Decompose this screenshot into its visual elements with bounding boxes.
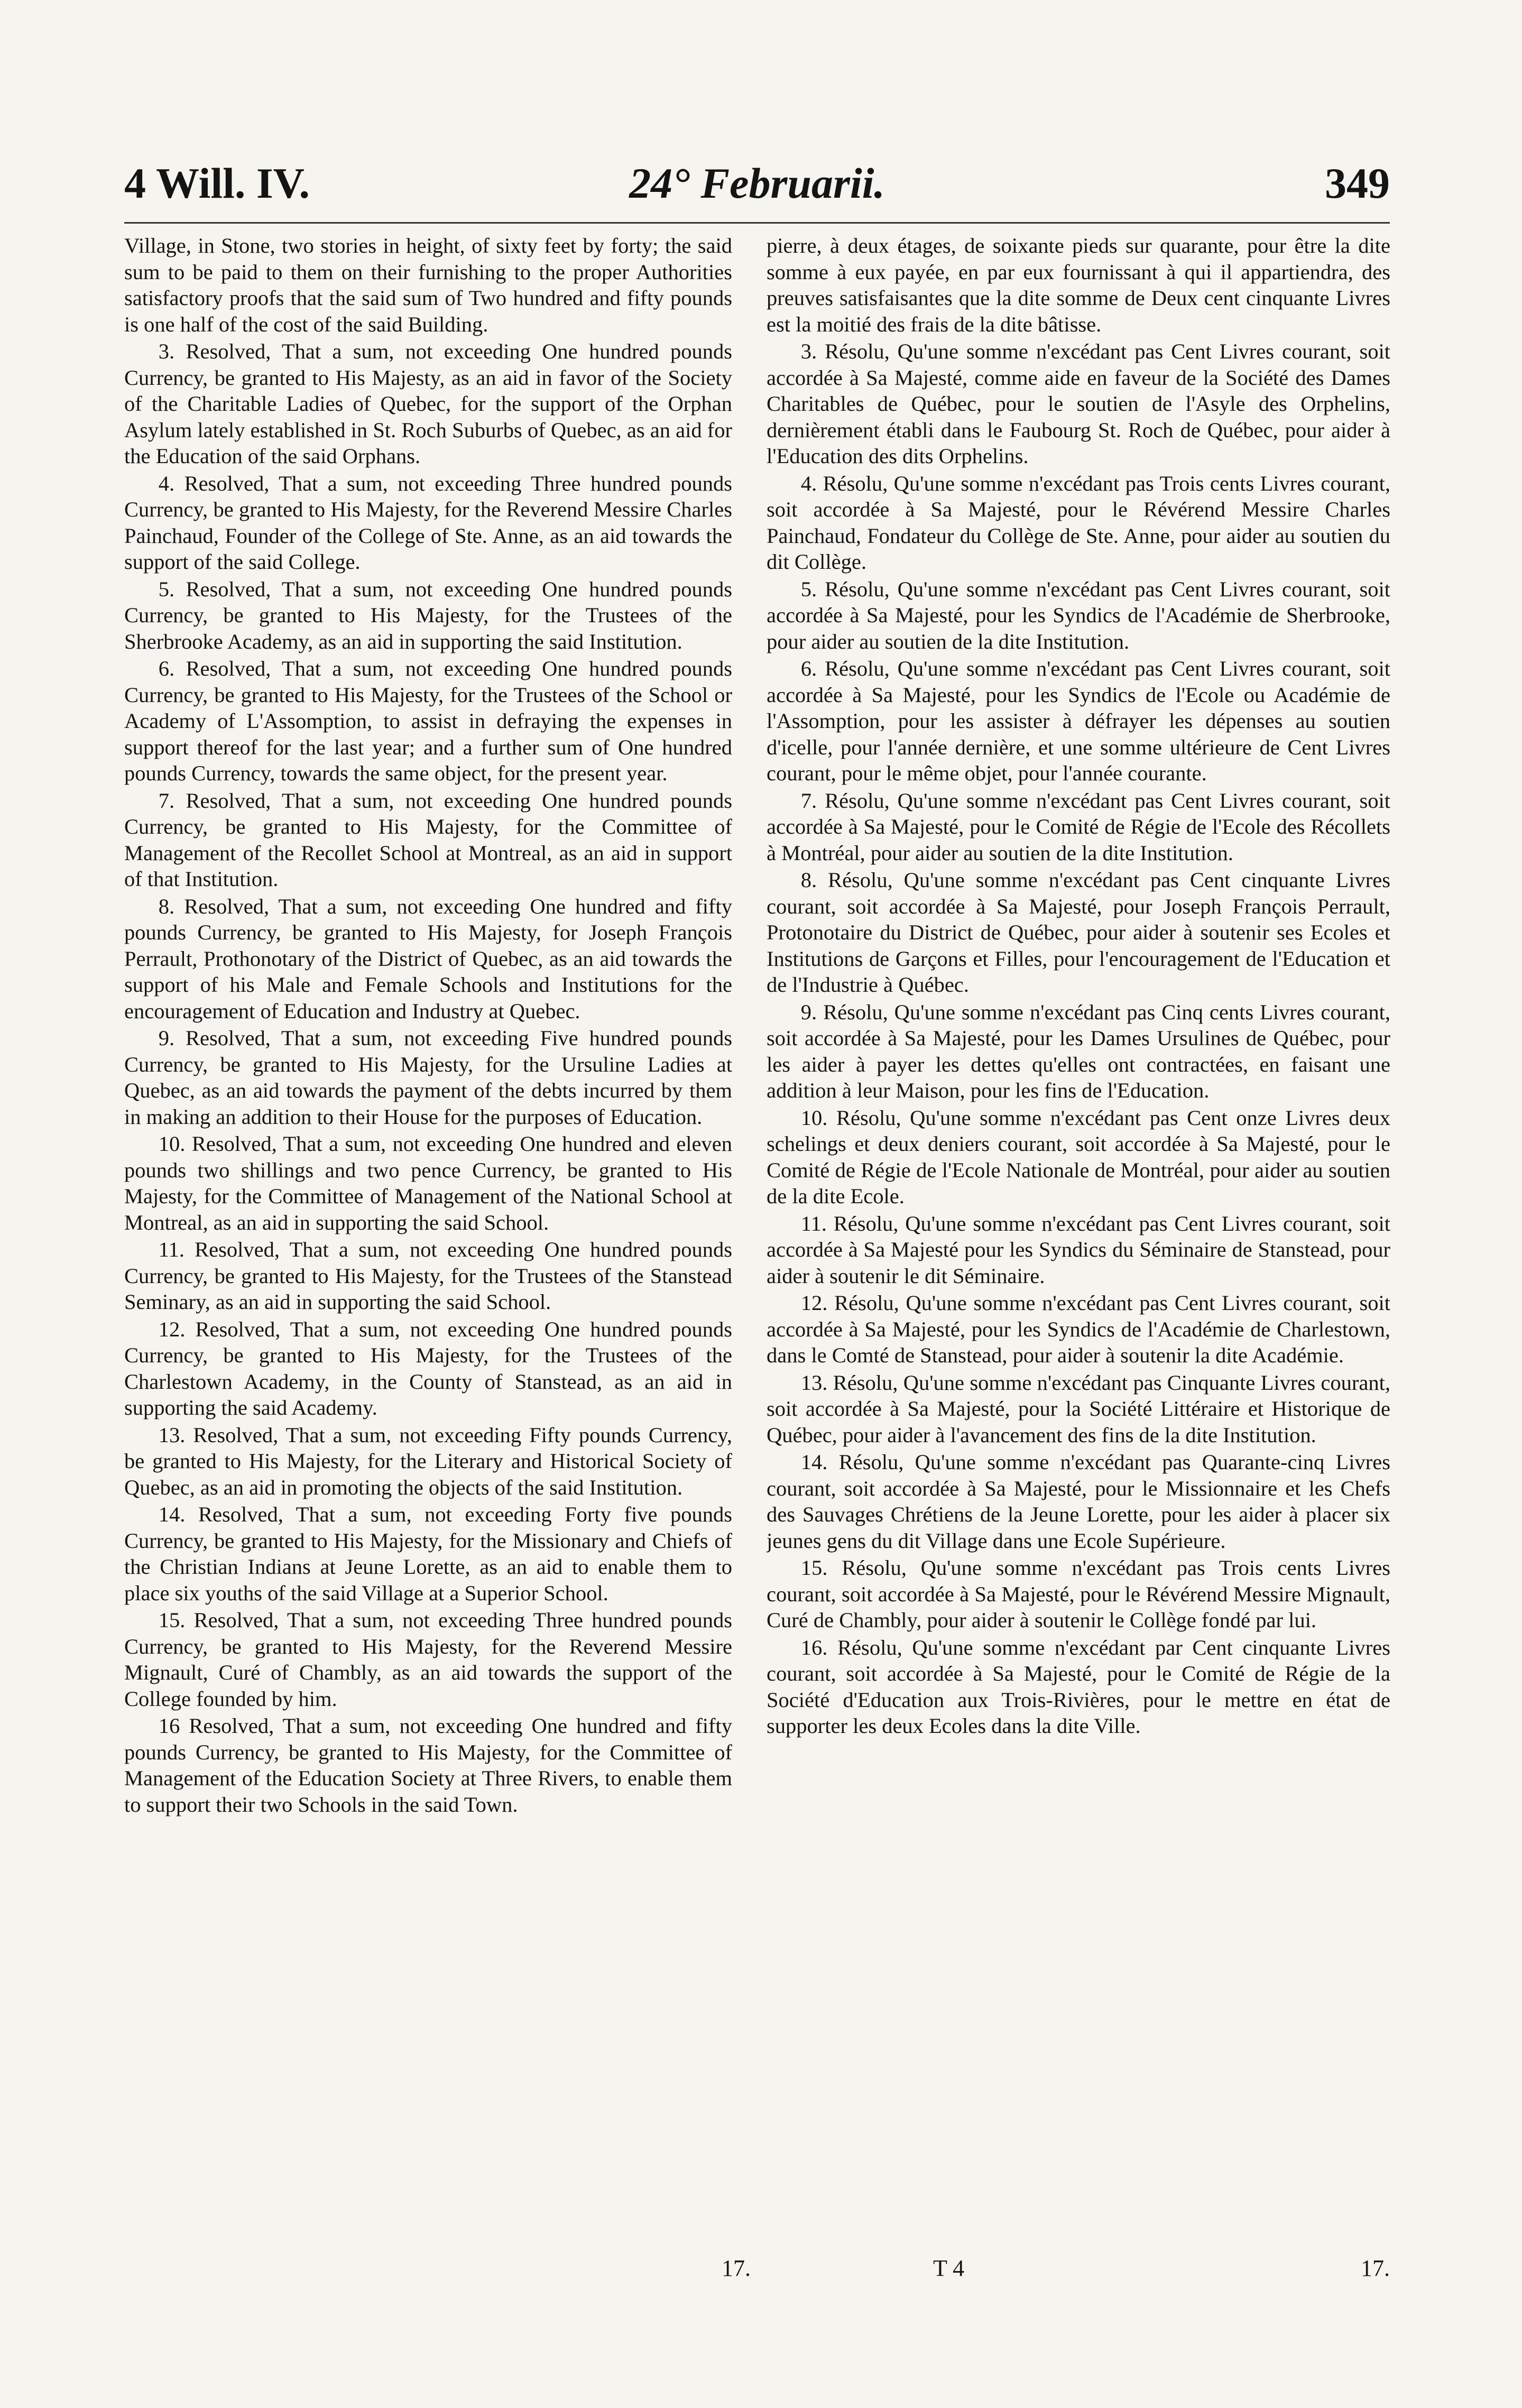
english-resolution: 11. Resolved, That a sum, not exceeding One hundred pounds Currency, be granted to His Majesty, for the Trustees of the Stanstead Seminary, as an aid in supporting the said School. [124,1238,732,1314]
english-column [124,233,732,2220]
english-resolution: 7. Resolved, That a sum, not exceeding One hundred pounds Currency, be granted to His Majesty, for the Committee of Management of the Recollet School at Montreal, as an aid in support of that Institution. [124,788,732,891]
french-resolution: 12. Résolu, Qu'une somme n'excédant pas Cent Livres courant, soit accordée à Sa Majesté, pour les Syndics de l'Académie de Charlestown, dans le Comté de Stanstead, pour aider à soutenir la dite Académie. [767,1291,1390,1367]
page-footer [124,2255,1390,2292]
english-resolution: 3. Resolved, That a sum, not exceeding One hundred pounds Currency, be granted to His Majesty, as an aid in favor of the Society of the Charitable Ladies of Quebec, for the support of the Orphan Asylum lately established in St. Roch Suburbs of Quebec, as an aid for the Education of the said Orphans. [124,339,732,468]
english-catchword: 17. [722,2255,751,2281]
signature-mark: T 4 [933,2255,965,2281]
header-date: 24° Februarii. [629,159,885,207]
running-header [124,159,1390,227]
french-resolution: 13. Résolu, Qu'une somme n'excédant pas Cinquante Livres courant, soit accordée à Sa Majesté, pour la Société Littéraire et Historique de Québec, pour aider à l'avancement des fins de la dite Institution. [767,1370,1390,1447]
french-resolution: 11. Résolu, Qu'une somme n'excédant pas Cent Livres courant, soit accordée à Sa Majesté pour les Syndics du Séminaire de Stanstead, pour aider à soutenir le dit Séminaire. [767,1211,1390,1288]
english-resolution: 8. Resolved, That a sum, not exceeding One hundred and fifty pounds Currency, be granted to His Majesty, for Joseph François Perrault, Prothonotary of the District of Quebec, as an aid towards the support of his Male and Female Schools and Institutions for the encouragement of Education and Industry at Quebec. [124,894,732,1023]
english-resolution: 5. Resolved, That a sum, not exceeding One hundred pounds Currency, be granted to His Majesty, for the Trustees of the Sherbrooke Academy, as an aid in supporting the said Institution. [124,577,732,653]
french-column [767,233,1390,2220]
header-regnal-year: 4 Will. IV. [124,159,310,207]
french-resolution: 10. Résolu, Qu'une somme n'excédant pas Cent onze Livres deux schelings et deux deniers courant, soit accordée à Sa Majesté, pour le Comité de Régie de l'Ecole Nationale de Montréal, pour aider au soutien de la dite Ecole. [767,1105,1390,1208]
english-resolution: 15. Resolved, That a sum, not exceeding Three hundred pounds Currency, be granted to His Majesty, for the Reverend Messire Mignault, Curé of Chambly, as an aid towards the support of the College founded by him. [124,1608,732,1711]
english-resolution: 9. Resolved, That a sum, not exceeding Five hundred pounds Currency, be granted to His Majesty, for the Ursuline Ladies at Quebec, as an aid towards the payment of the debts incurred by them in making an addition to their House for the purposes of Education. [124,1026,732,1129]
english-resolution: 4. Resolved, That a sum, not exceeding Three hundred pounds Currency, be granted to His Majesty, for the Reverend Messire Charles Painchaud, Founder of the College of Ste. Anne, as an aid towards the support of the said College. [124,471,732,574]
french-resolution: 16. Résolu, Qu'une somme n'excédant par Cent cinquante Livres courant, soit accordée à Sa Majesté, pour le Comité de Régie de la Société d'Education aux Trois-Rivières, pour le mettre en état de supporter les deux Ecoles dans la dite Ville. [767,1635,1390,1738]
french-resolution: 14. Résolu, Qu'une somme n'excédant pas Quarante-cinq Livres courant, soit accordée à Sa Majesté, pour le Missionnaire et les Chefs des Sauvages Chrétiens de la Jeune Lorette, pour les aider à placer six jeunes gens du dit Village dans une Ecole Supérieure. [767,1450,1390,1553]
french-resolution: 9. Résolu, Qu'une somme n'excédant pas Cinq cents Livres courant, soit accordée à Sa Majesté, pour les Dames Ursulines de Québec, pour les aider à payer les dettes qu'elles ont contractées, en faisant une addition à leur Maison, pour les fins de l'Education. [767,1000,1390,1102]
english-resolution: 6. Resolved, That a sum, not exceeding One hundred pounds Currency, be granted to His Majesty, for the Trustees of the School or Academy of L'Assomption, to assist in defraying the expenses in support thereof for the last year; and a further sum of One hundred pounds Currency, towards the same object, for the present year. [124,657,732,785]
english-resolution: 16 Resolved, That a sum, not exceeding One hundred and fifty pounds Currency, be granted to His Majesty, for the Committee of Management of the Education Society at Three Rivers, to enable them to support their two Schools in the said Town. [124,1714,732,1816]
french-resolution: 15. Résolu, Qu'une somme n'excédant pas Trois cents Livres courant, soit accordée à Sa Majesté, pour le Révérend Messire Mignault, Curé de Chambly, pour aider à soutenir le Collège fondé par lui. [767,1556,1390,1632]
header-rule [124,222,1390,224]
english-resolution: 10. Resolved, That a sum, not exceeding One hundred and eleven pounds two shillings and two pence Currency, be granted to His Majesty, for the Committee of Management of the National School at Montreal, as an aid in supporting the said School. [124,1132,732,1234]
english-resolution: 12. Resolved, That a sum, not exceeding One hundred pounds Currency, be granted to His Majesty, for the Trustees of the Charlestown Academy, in the County of Stanstead, as an aid in supporting the said Academy. [124,1317,732,1419]
french-catchword: 17. [1361,2255,1390,2281]
french-resolution: 4. Résolu, Qu'une somme n'excédant pas Trois cents Livres courant, soit accordée à Sa Majesté, pour le Révérend Messire Charles Painchaud, Fondateur du Collège de Ste. Anne, pour aider au soutien du dit Collège. [767,471,1390,574]
english-resolution: 13. Resolved, That a sum, not exceeding Fifty pounds Currency, be granted to His Majesty, for the Literary and Historical Society of Quebec, as an aid in promoting the objects of the said Institution. [124,1423,732,1499]
french-resolution: 5. Résolu, Qu'une somme n'excédant pas Cent Livres courant, soit accordée à Sa Majesté, pour les Syndics de l'Académie de Sherbrooke, pour aider au soutien de la dite Institution. [767,577,1390,653]
french-resolution: 7. Résolu, Qu'une somme n'excédant pas Cent Livres courant, soit accordée à Sa Majesté, pour le Comité de Régie de l'Ecole des Récollets à Montréal, pour aider au soutien de la dite Institution. [767,788,1390,865]
french-resolution: 6. Résolu, Qu'une somme n'excédant pas Cent Livres courant, soit accordée à Sa Majesté, pour les Syndics de l'Ecole ou Académie de l'Assomption, pour les assister à défrayer les dépenses au soutien d'icelle, pour l'année dernière, et une somme ultérieure de Cent Livres courant, pour le même objet, pour l'année courante. [767,657,1390,785]
french-resolution: 3. Résolu, Qu'une somme n'excédant pas Cent Livres courant, soit accordée à Sa Majesté, comme aide en faveur de la Société des Dames Charitables de Québec, pour le soutien de l'Asyle des Orphelins, dernièrement établi dans le Faubourg St. Roch de Québec, pour aider à l'Education des dits Orphelins. [767,339,1390,468]
french-resolution: pierre, à deux étages, de soixante pieds sur quarante, pour être la dite somme à eux payée, en par eux fournissant à qui il appartiendra, des preuves satisfaisantes que la dite somme de Deux cent cinquante Livres est la moitié des frais de la dite bâtisse. [767,234,1390,336]
page-number: 349 [1325,159,1390,207]
english-resolution: 14. Resolved, That a sum, not exceeding Forty five pounds Currency, be granted to His Majesty, for the Missionary and Chiefs of the Christian Indians at Jeune Lorette, as an aid to enable them to place six youths of the said Village at a Superior School. [124,1502,732,1605]
french-resolution: 8. Résolu, Qu'une somme n'excédant pas Cent cinquante Livres courant, soit accordée à Sa Majesté, pour Joseph François Perrault, Protonotaire du District de Québec, pour aider à soutenir ses Ecoles et Institutions de Garçons et Filles, pour l'encouragement de l'Education et de l'Industrie à Québec. [767,868,1390,997]
english-resolution: Village, in Stone, two stories in height, of sixty feet by forty; the said sum to be paid to them on their furnishing to the proper Authorities satisfactory proofs that the said sum of Two hundred and fifty pounds is one half of the cost of the said Building. [124,234,732,336]
